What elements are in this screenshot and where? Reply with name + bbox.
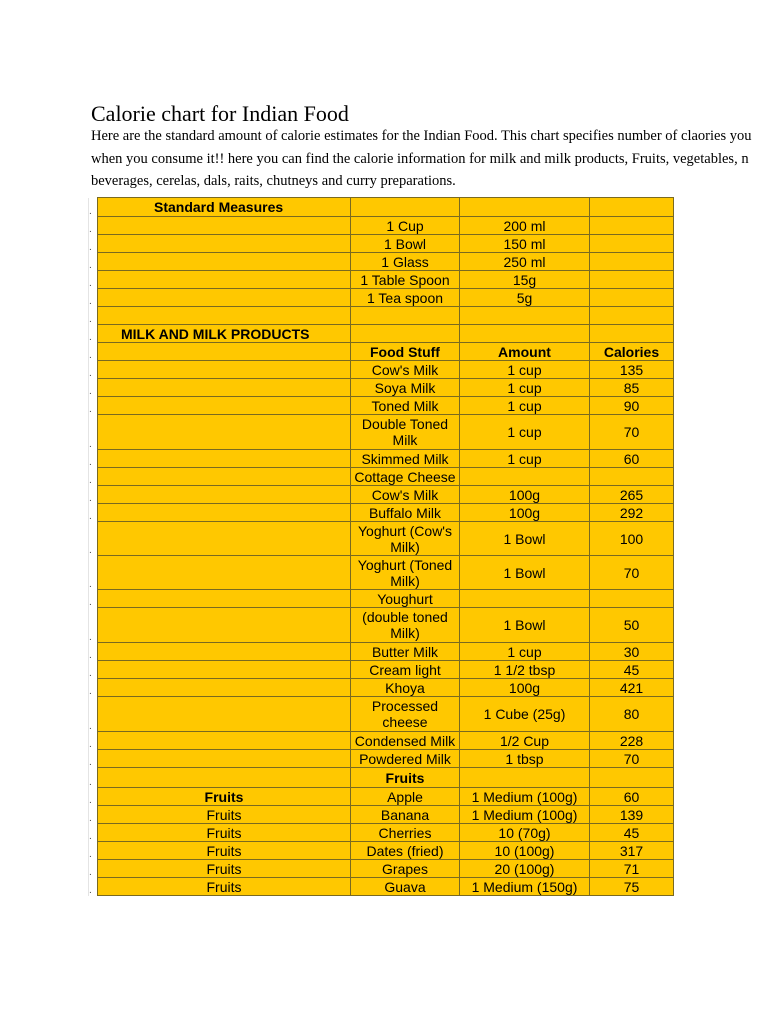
calories-cell bbox=[590, 253, 674, 271]
row-marker: . bbox=[89, 679, 98, 697]
category-cell bbox=[98, 253, 351, 271]
row-marker: . bbox=[89, 271, 98, 289]
table-row bbox=[89, 217, 674, 235]
amount-cell: 1 cup bbox=[460, 397, 590, 415]
amount-cell bbox=[460, 198, 590, 217]
amount-cell: 1 Bowl bbox=[460, 522, 590, 556]
category-cell bbox=[98, 450, 351, 468]
table-row bbox=[89, 343, 674, 361]
calorie-table bbox=[88, 197, 674, 896]
calories-cell: 60 bbox=[590, 788, 674, 806]
section-header: MILK AND MILK PRODUCTS bbox=[98, 325, 351, 343]
food-cell: Butter Milk bbox=[351, 643, 460, 661]
calories-cell: 228 bbox=[590, 732, 674, 750]
row-marker: . bbox=[89, 343, 98, 361]
food-cell: Soya Milk bbox=[351, 379, 460, 397]
category-cell bbox=[98, 415, 351, 450]
food-cell: Processed cheese bbox=[351, 697, 460, 732]
table-row bbox=[89, 768, 674, 788]
table-row bbox=[89, 697, 674, 732]
amount-cell: 10 (70g) bbox=[460, 824, 590, 842]
category-cell: Fruits bbox=[98, 824, 351, 842]
category-cell bbox=[98, 732, 351, 750]
category-cell bbox=[98, 697, 351, 732]
category-cell: Fruits bbox=[98, 878, 351, 896]
amount-cell: 1 cup bbox=[460, 450, 590, 468]
food-cell: 1 Cup bbox=[351, 217, 460, 235]
calories-cell: 45 bbox=[590, 824, 674, 842]
row-marker: . bbox=[89, 768, 98, 788]
food-cell: Powdered Milk bbox=[351, 750, 460, 768]
food-cell: Skimmed Milk bbox=[351, 450, 460, 468]
column-header: Calories bbox=[590, 343, 674, 361]
amount-cell: 1 Bowl bbox=[460, 556, 590, 590]
table-row bbox=[89, 806, 674, 824]
row-marker: . bbox=[89, 253, 98, 271]
food-cell: Cow's Milk bbox=[351, 486, 460, 504]
calories-cell bbox=[590, 271, 674, 289]
category-cell bbox=[98, 590, 351, 608]
calories-cell: 90 bbox=[590, 397, 674, 415]
table-row bbox=[89, 788, 674, 806]
row-marker: . bbox=[89, 504, 98, 522]
table-row bbox=[89, 842, 674, 860]
category-cell bbox=[98, 522, 351, 556]
calories-cell: 70 bbox=[590, 556, 674, 590]
table-row bbox=[89, 679, 674, 697]
calories-cell: 70 bbox=[590, 415, 674, 450]
column-header bbox=[460, 768, 590, 788]
calories-cell bbox=[590, 217, 674, 235]
table-row bbox=[89, 253, 674, 271]
column-header bbox=[590, 768, 674, 788]
amount-cell: 1 cup bbox=[460, 361, 590, 379]
food-cell: Yoghurt (Toned Milk) bbox=[351, 556, 460, 590]
row-marker: . bbox=[89, 556, 98, 590]
table-row bbox=[89, 661, 674, 679]
food-cell: 1 Bowl bbox=[351, 235, 460, 253]
intro-line: when you consume it!! here you can find the calorie information for milk and milk products, Fruits, vegetables, n bbox=[91, 150, 749, 167]
table-row bbox=[89, 486, 674, 504]
column-header: Fruits bbox=[351, 768, 460, 788]
category-cell bbox=[98, 679, 351, 697]
amount-cell: 150 ml bbox=[460, 235, 590, 253]
row-marker: . bbox=[89, 397, 98, 415]
row-marker: . bbox=[89, 697, 98, 732]
food-cell bbox=[351, 307, 460, 325]
food-cell: Banana bbox=[351, 806, 460, 824]
row-marker: . bbox=[89, 486, 98, 504]
category-cell bbox=[98, 468, 351, 486]
table-row bbox=[89, 824, 674, 842]
row-marker: . bbox=[89, 842, 98, 860]
column-header bbox=[98, 343, 351, 361]
calories-cell bbox=[590, 307, 674, 325]
table-row bbox=[89, 556, 674, 590]
table-row bbox=[89, 361, 674, 379]
page-title: Calorie chart for Indian Food bbox=[91, 101, 349, 126]
calories-cell: 139 bbox=[590, 806, 674, 824]
calories-cell: 50 bbox=[590, 608, 674, 643]
category-cell bbox=[98, 271, 351, 289]
table-row bbox=[89, 198, 674, 217]
table-row bbox=[89, 608, 674, 643]
amount-cell bbox=[460, 307, 590, 325]
table-row bbox=[89, 522, 674, 556]
calories-cell: 100 bbox=[590, 522, 674, 556]
column-header: Amount bbox=[460, 343, 590, 361]
table-row bbox=[89, 307, 674, 325]
row-marker: . bbox=[89, 217, 98, 235]
category-cell bbox=[98, 750, 351, 768]
calories-cell: 85 bbox=[590, 379, 674, 397]
table-row bbox=[89, 860, 674, 878]
food-cell: 1 Tea spoon bbox=[351, 289, 460, 307]
intro-paragraph bbox=[91, 125, 768, 193]
amount-cell: 1 Medium (100g) bbox=[460, 788, 590, 806]
calories-cell: 70 bbox=[590, 750, 674, 768]
category-cell bbox=[98, 235, 351, 253]
calories-cell: 45 bbox=[590, 661, 674, 679]
row-marker: . bbox=[89, 661, 98, 679]
calories-cell: 75 bbox=[590, 878, 674, 896]
amount-cell: 1 1/2 tbsp bbox=[460, 661, 590, 679]
category-cell bbox=[98, 289, 351, 307]
category-cell: Fruits bbox=[98, 806, 351, 824]
food-cell: Guava bbox=[351, 878, 460, 896]
food-cell: Cow's Milk bbox=[351, 361, 460, 379]
calories-cell: 60 bbox=[590, 450, 674, 468]
amount-cell: 1 cup bbox=[460, 643, 590, 661]
food-cell: Cottage Cheese bbox=[351, 468, 460, 486]
row-marker: . bbox=[89, 198, 98, 217]
row-marker: . bbox=[89, 643, 98, 661]
amount-cell: 1 tbsp bbox=[460, 750, 590, 768]
amount-cell bbox=[460, 590, 590, 608]
food-cell bbox=[351, 198, 460, 217]
table-row bbox=[89, 504, 674, 522]
row-marker: . bbox=[89, 824, 98, 842]
amount-cell: 15g bbox=[460, 271, 590, 289]
table-row bbox=[89, 379, 674, 397]
food-cell: Grapes bbox=[351, 860, 460, 878]
row-marker: . bbox=[89, 732, 98, 750]
amount-cell: 1 cup bbox=[460, 415, 590, 450]
calories-cell bbox=[590, 198, 674, 217]
food-cell: Cream light bbox=[351, 661, 460, 679]
amount-cell bbox=[460, 468, 590, 486]
row-marker: . bbox=[89, 806, 98, 824]
category-cell bbox=[98, 217, 351, 235]
table-row bbox=[89, 468, 674, 486]
amount-cell: 200 ml bbox=[460, 217, 590, 235]
column-header bbox=[98, 768, 351, 788]
category-cell bbox=[98, 608, 351, 643]
food-cell: Cherries bbox=[351, 824, 460, 842]
row-marker: . bbox=[89, 860, 98, 878]
food-cell: Double Toned Milk bbox=[351, 415, 460, 450]
calories-cell bbox=[590, 235, 674, 253]
calories-cell: 317 bbox=[590, 842, 674, 860]
amount-cell bbox=[460, 325, 590, 343]
row-marker: . bbox=[89, 307, 98, 325]
table-row bbox=[89, 289, 674, 307]
category-cell bbox=[98, 486, 351, 504]
row-marker: . bbox=[89, 415, 98, 450]
table-row bbox=[89, 450, 674, 468]
category-cell bbox=[98, 397, 351, 415]
amount-cell: 1 Medium (150g) bbox=[460, 878, 590, 896]
amount-cell: 5g bbox=[460, 289, 590, 307]
section-header: Standard Measures bbox=[98, 198, 351, 217]
table-row bbox=[89, 732, 674, 750]
calories-cell: 80 bbox=[590, 697, 674, 732]
column-header: Food Stuff bbox=[351, 343, 460, 361]
category-cell bbox=[98, 556, 351, 590]
amount-cell: 100g bbox=[460, 679, 590, 697]
intro-line: beverages, cerelas, dals, raits, chutneys and curry preparations. bbox=[91, 173, 456, 189]
table-row bbox=[89, 271, 674, 289]
food-cell: Condensed Milk bbox=[351, 732, 460, 750]
row-marker: . bbox=[89, 361, 98, 379]
calories-cell: 135 bbox=[590, 361, 674, 379]
amount-cell: 10 (100g) bbox=[460, 842, 590, 860]
amount-cell: 1 Cube (25g) bbox=[460, 697, 590, 732]
table-row bbox=[89, 235, 674, 253]
amount-cell: 100g bbox=[460, 486, 590, 504]
category-cell bbox=[98, 379, 351, 397]
row-marker: . bbox=[89, 450, 98, 468]
food-cell: (double toned Milk) bbox=[351, 608, 460, 643]
calories-cell: 71 bbox=[590, 860, 674, 878]
category-cell bbox=[98, 643, 351, 661]
amount-cell: 20 (100g) bbox=[460, 860, 590, 878]
row-marker: . bbox=[89, 590, 98, 608]
food-cell: Khoya bbox=[351, 679, 460, 697]
food-cell: Apple bbox=[351, 788, 460, 806]
table-row bbox=[89, 878, 674, 896]
amount-cell: 1 Medium (100g) bbox=[460, 806, 590, 824]
row-marker: . bbox=[89, 788, 98, 806]
amount-cell: 250 ml bbox=[460, 253, 590, 271]
row-marker: . bbox=[89, 289, 98, 307]
food-cell: Dates (fried) bbox=[351, 842, 460, 860]
calories-cell bbox=[590, 289, 674, 307]
category-cell: Fruits bbox=[98, 860, 351, 878]
amount-cell: 1/2 Cup bbox=[460, 732, 590, 750]
calories-cell: 30 bbox=[590, 643, 674, 661]
food-cell: Toned Milk bbox=[351, 397, 460, 415]
row-marker: . bbox=[89, 878, 98, 896]
table-row bbox=[89, 415, 674, 450]
calories-cell: 421 bbox=[590, 679, 674, 697]
table-row bbox=[89, 750, 674, 768]
calories-cell: 265 bbox=[590, 486, 674, 504]
table-row bbox=[89, 325, 674, 343]
amount-cell: 1 cup bbox=[460, 379, 590, 397]
category-cell bbox=[98, 307, 351, 325]
row-marker: . bbox=[89, 522, 98, 556]
category-cell bbox=[98, 661, 351, 679]
category-cell bbox=[98, 504, 351, 522]
table-row bbox=[89, 590, 674, 608]
calories-cell bbox=[590, 325, 674, 343]
row-marker: . bbox=[89, 750, 98, 768]
category-cell: Fruits bbox=[98, 788, 351, 806]
row-marker: . bbox=[89, 379, 98, 397]
food-cell bbox=[351, 325, 460, 343]
food-cell: 1 Glass bbox=[351, 253, 460, 271]
food-cell: Youghurt bbox=[351, 590, 460, 608]
category-cell bbox=[98, 361, 351, 379]
food-cell: Buffalo Milk bbox=[351, 504, 460, 522]
row-marker: . bbox=[89, 235, 98, 253]
table-row bbox=[89, 397, 674, 415]
calories-cell bbox=[590, 590, 674, 608]
food-cell: Yoghurt (Cow's Milk) bbox=[351, 522, 460, 556]
amount-cell: 100g bbox=[460, 504, 590, 522]
table-row bbox=[89, 643, 674, 661]
intro-line: Here are the standard amount of calorie estimates for the Indian Food. This chart specifies number of claories you bbox=[91, 128, 752, 144]
row-marker: . bbox=[89, 468, 98, 486]
category-cell: Fruits bbox=[98, 842, 351, 860]
amount-cell: 1 Bowl bbox=[460, 608, 590, 643]
row-marker: . bbox=[89, 325, 98, 343]
food-cell: 1 Table Spoon bbox=[351, 271, 460, 289]
row-marker: . bbox=[89, 608, 98, 643]
calories-cell: 292 bbox=[590, 504, 674, 522]
calories-cell bbox=[590, 468, 674, 486]
